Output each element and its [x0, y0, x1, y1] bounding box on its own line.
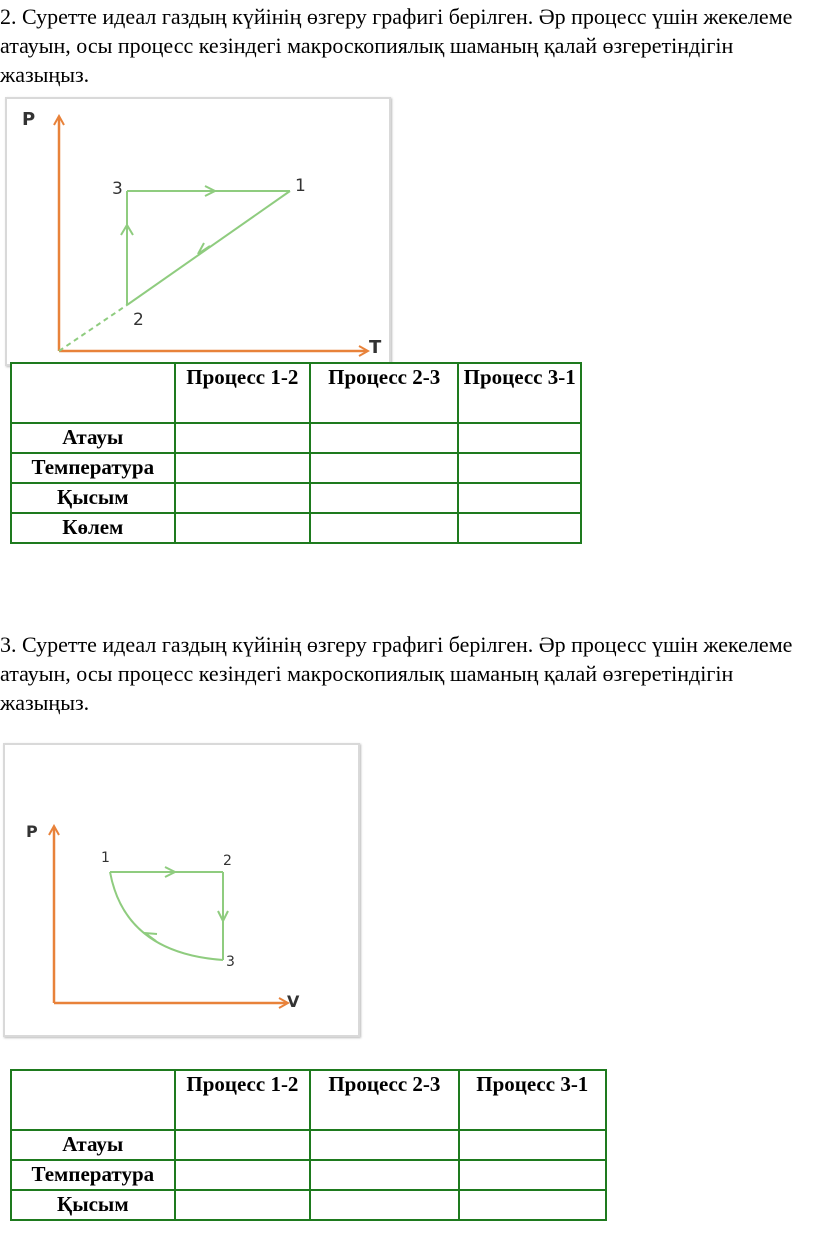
answer-cell[interactable]: [175, 483, 310, 513]
pv-y-axis-label: P: [26, 822, 38, 841]
table-header-empty: [11, 1070, 175, 1130]
answer-cell[interactable]: [310, 453, 458, 483]
pv-point-3-label: 3: [226, 954, 235, 970]
row-label-pressure: Қысым: [11, 1190, 175, 1220]
answer-cell[interactable]: [459, 1160, 606, 1190]
pt-point-3-label: 3: [112, 179, 123, 199]
question-2-text: 2. Суретте идеал газдың күйінің өзгеру графигі берілген. Әр процесс үшін жекелеме атауын, осы процесс кезіндегі макроскопиялық шаманың қалай өзгеретіндігін жазыңыз.: [0, 4, 793, 87]
answer-cell[interactable]: [310, 1160, 458, 1190]
answer-cell[interactable]: [310, 513, 458, 543]
table-row: [11, 453, 581, 483]
answer-cell[interactable]: [459, 1190, 606, 1220]
table-header-process-1-2: Процесс 1-2: [175, 1070, 311, 1130]
row-label-temperature: Температура: [11, 1160, 175, 1190]
pv-diagram: [5, 745, 358, 1035]
answer-cell[interactable]: [310, 483, 458, 513]
table-header-process-2-3: Процесс 2-3: [310, 1070, 458, 1130]
table-row: [11, 483, 581, 513]
answer-cell[interactable]: [458, 423, 581, 453]
table-header-process-2-3: Процесс 2-3: [310, 363, 458, 423]
answer-cell[interactable]: [458, 483, 581, 513]
answer-cell[interactable]: [458, 453, 581, 483]
table-row: [11, 513, 581, 543]
pt-diagram: [7, 99, 389, 364]
row-label-volume: Көлем: [11, 513, 175, 543]
pv-diagram-figure: [3, 743, 360, 1037]
answer-cell[interactable]: [175, 1130, 311, 1160]
answer-cell[interactable]: [459, 1130, 606, 1160]
table-header-process-3-1: Процесс 3-1: [459, 1070, 606, 1130]
q3-answer-table: [10, 1069, 607, 1221]
pt-point-1-label: 1: [295, 176, 306, 196]
answer-cell[interactable]: [175, 1190, 311, 1220]
pv-point-2-label: 2: [223, 853, 232, 869]
pt-point-2-label: 2: [133, 310, 144, 330]
pv-process-3-1: [110, 872, 223, 960]
pt-y-axis-label: P: [22, 109, 36, 130]
table-row: [11, 1190, 606, 1220]
pt-diagram-figure: [5, 97, 391, 366]
table-row: [11, 1160, 606, 1190]
answer-cell[interactable]: [310, 423, 458, 453]
pv-x-axis-label: V: [287, 992, 300, 1011]
table-header-process-1-2: Процесс 1-2: [175, 363, 310, 423]
pv-point-1-label: 1: [101, 850, 110, 866]
answer-cell[interactable]: [310, 1130, 458, 1160]
q2-answer-table: [10, 362, 582, 544]
table-header-empty: [11, 363, 175, 423]
answer-cell[interactable]: [175, 423, 310, 453]
table-header-process-3-1: Процесс 3-1: [458, 363, 581, 423]
row-label-temperature: Температура: [11, 453, 175, 483]
pv-arrow-up-left: [145, 933, 157, 941]
question-3-text: 3. Суретте идеал газдың күйінің өзгеру графигі берілген. Әр процесс үшін жекелеме атауын, осы процесс кезіндегі макроскопиялық шаманың қалай өзгеретіндігін жазыңыз.: [0, 632, 793, 715]
answer-cell[interactable]: [175, 453, 310, 483]
answer-cell[interactable]: [310, 1190, 458, 1220]
answer-cell[interactable]: [175, 513, 310, 543]
row-label-pressure: Қысым: [11, 483, 175, 513]
table-row: [11, 1130, 606, 1160]
pt-dashed-extension: [59, 305, 127, 351]
row-label-name: Атауы: [11, 1130, 175, 1160]
answer-cell[interactable]: [458, 513, 581, 543]
table-row: [11, 423, 581, 453]
row-label-name: Атауы: [11, 423, 175, 453]
pt-x-axis-label: T: [369, 337, 382, 358]
answer-cell[interactable]: [175, 1160, 311, 1190]
